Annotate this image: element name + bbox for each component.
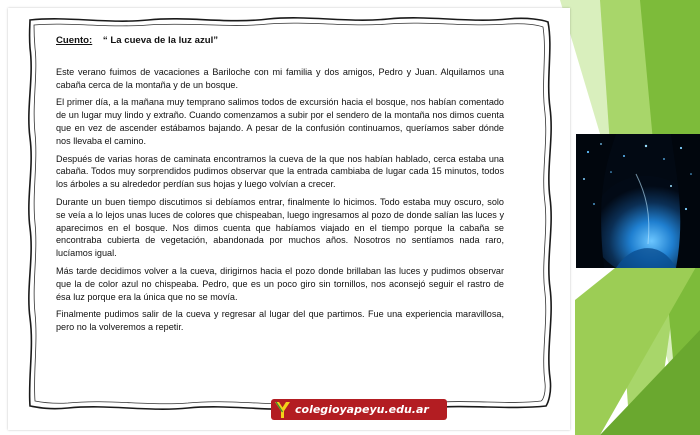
paragraph-3: Después de varias horas de caminata encontramos la cueva de la que nos habían hablado, cerca estaba una cabaña. Todos muy sorprendidos pudimos observar que la entrada cambiaba de lugar cada 15 minutos, todos los árboles a su alrededor perdían sus hojas y luego volvían a crecer. [56,153,504,190]
watermark-text: colegioyapeyu.edu.ar [295,403,429,416]
watermark-banner [271,399,447,420]
paragraph-2: El primer día, a la mañana muy temprano salimos todos de excursión hacia el bosque, nos habían comentado de un lugar muy lindo y extraño. Cuando comenzamos a subir por el sendero de la montaña nos dimos cuenta que en vez de ascender estábamos bajando. A pesar de la confusión continuamos, queríamos saber dónde nos llevaba el camino. [56,97,504,146]
paragraph-1: Este verano fuimos de vacaciones a Bariloche con mi familia y dos amigos, Pedro y Juan. Alquilamos una cabaña cerca de la montaña y de un bosque. [56,66,504,90]
paragraph-4: Durante un buen tiempo discutimos si debíamos entrar, finalmente lo hicimos. Todo estaba muy oscuro, solo se veía a lo lejos unas luces de colores que chispeaban, luego ingresamos al pozo de donde salían las luces y aparecimos en el bosque. Nos dimos cuenta que habíamos viajado en el tiempo porque la cabaña se encontraba cubierta de vegetación, abandonada por muchos años. Nosotros no sentíamos nada raro, lucíamos igual. [56,196,504,259]
story-text [56,35,504,339]
story-title-label: Cuento: [56,35,93,46]
story-title: “ La cueva de la luz azul” [102,35,219,46]
story-title-row [56,35,504,48]
paragraph-6: Finalmente pudimos salir de la cueva y regresar al lugar del que partimos. Fue una experiencia maravillosa, pero no la volveremos a repetir. [56,309,504,333]
story-document [8,8,570,430]
yapeyu-logo-icon [273,400,292,419]
blue-cave-photo [576,134,700,268]
paragraph-5: Más tarde decidimos volver a la cueva, dirigirnos hacia el pozo donde brillaban las luces y pudimos observar que la de color azul no chispeaba. Pedro, que es un poco giro sin tornillos, nos aconsejó seguir el rastro de ésa luz porque era la única que no se movía. [56,265,504,302]
